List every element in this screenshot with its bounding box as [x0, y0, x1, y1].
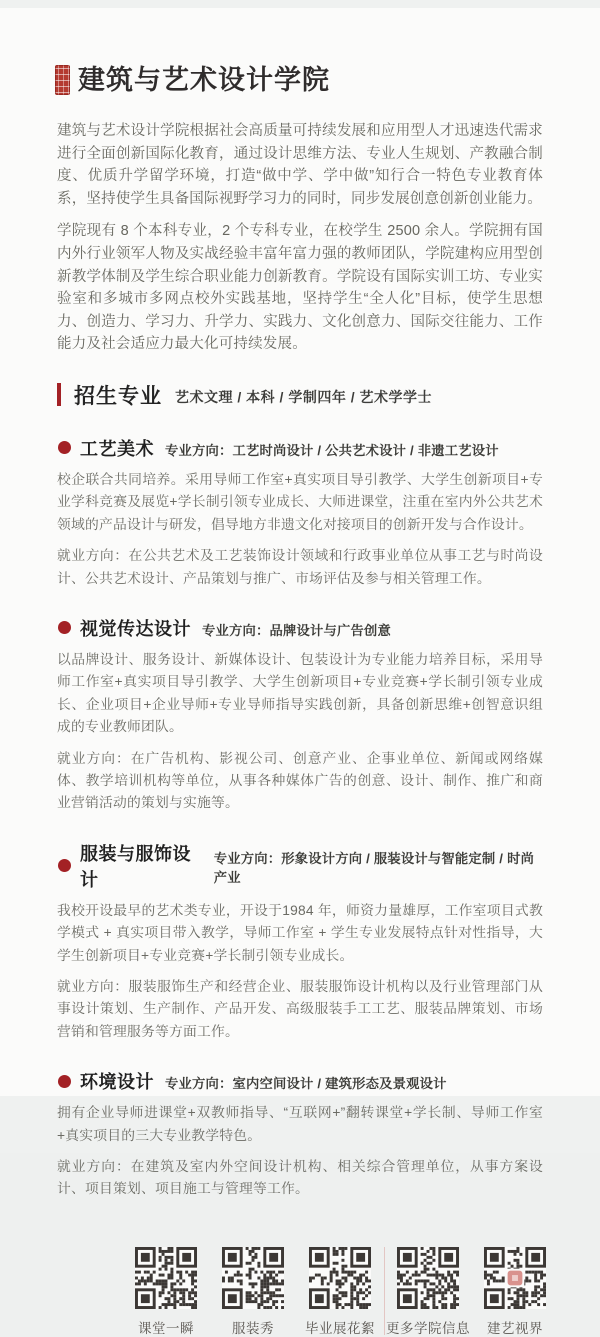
direction-label: 专业方向：: [165, 442, 233, 458]
intro-paragraph-2: 学院现有 8 个本科专业，2 个专科专业，在校学生 2500 余人。学院拥有国内外行业领军人物及实战经验丰富年富力强的教师团队，学院建构应用型创新教学体制及学生综合职业能力创新教育。学院设有国际实训工坊、专业实验室和多城市多网点校外实践基地，坚持学生“全人化”目标，使学生思想力、创造力、学习力、升学力、实践力、文化创意力、国际交往能力、工作能力及社会适应力最大化可持续发展。: [57, 223, 543, 353]
direction-label: 专业方向：: [213, 851, 282, 867]
direction-label: 专业方向：: [202, 622, 270, 638]
qr-item-more-info: [386, 1247, 470, 1337]
major-direction: [202, 617, 391, 639]
direction-value: 工艺时尚设计 / 公共艺术设计 / 非遗工艺设计: [232, 442, 499, 458]
major-fashion-design: [57, 840, 543, 1043]
qr-item-graduation-show: [305, 1247, 375, 1337]
qr-code-icon: [397, 1247, 459, 1309]
major-direction: [165, 1070, 447, 1092]
direction-value: 品牌设计与广告创意: [269, 622, 391, 638]
major-environment-design: [57, 1068, 543, 1201]
major-direction: [165, 437, 499, 459]
major-name: 视觉传达设计: [80, 618, 191, 639]
major-employment: 就业方向：在广告机构、影视公司、创意产业、企事业单位、新闻或网络媒体、教学培训机构等单位，从事各种媒体广告的创意、设计、制作、推广和商业营销活动的策划与实施等。: [57, 750, 543, 811]
enrollment-subtitle: 艺术文理 / 本科 / 学制四年 / 艺术学学士: [175, 388, 433, 405]
red-dot-icon: [58, 859, 71, 872]
enrollment-title: 招生专业: [74, 384, 162, 408]
page-header: [57, 64, 543, 96]
major-name: 环境设计: [80, 1072, 154, 1093]
qr-code-icon: [309, 1247, 371, 1309]
direction-value: 形象设计方向 / 服装设计与智能定制 / 时尚产业: [213, 851, 535, 886]
qr-code-icon: [135, 1247, 197, 1309]
major-visual-communication: [57, 615, 543, 815]
major-crafts-art: [57, 435, 543, 590]
red-dot-icon: [58, 1075, 71, 1088]
major-header: [57, 1068, 543, 1094]
major-description: 校企联合共同培养。采用导师工作室+真实项目导引教学、大学生创新项目+专业学科竞赛及展览+学长制引领专业成长、大师进课堂，注重在室内外公共艺术领域的产品设计与研发，倡导地方非遗文化对接项目的创新开发与合作设计。: [57, 471, 543, 532]
page-title: 建筑与艺术设计学院: [78, 65, 330, 95]
red-dot-icon: [58, 621, 71, 634]
qr-code-icon: [484, 1247, 546, 1309]
major-header: [57, 840, 543, 892]
major-direction: [214, 845, 543, 886]
qr-label: 更多学院信息: [386, 1320, 470, 1336]
intro-paragraph-1: 建筑与艺术设计学院根据社会高质量可持续发展和应用型人才迅速迭代需求进行全面创新国际化教育，通过设计思维方法、专业人生规划、产教融合制度、优质升学留学环境，打造“做中学、学中做”知行合一特色专业教育体系，坚持使学生具备国际视野学习力的同时，同步发展创意创新创业能力。: [57, 123, 543, 207]
major-header: [57, 435, 543, 461]
qr-label: 课堂一瞬: [138, 1320, 194, 1336]
red-seal-stamp-icon: [55, 65, 70, 95]
qr-code-icon: [222, 1247, 284, 1309]
major-name: 服装与服饰设计: [80, 843, 191, 890]
qr-label: 服装秀: [232, 1320, 274, 1336]
major-name: 工艺美术: [80, 438, 154, 459]
qr-item-jianyi-vision: [484, 1247, 546, 1337]
major-employment: 就业方向：服装服饰生产和经营企业、服装服饰设计机构以及行业管理部门从事设计策划、生产制作、产品开发、高级服装手工工艺、服装品牌策划、市场营销和管理服务等方面工作。: [57, 979, 543, 1039]
qr-item-fashion-show: [222, 1247, 284, 1337]
major-description: 我校开设最早的艺术类专业，开设于1984 年，师资力量雄厚，工作室项目式教学模式 + 真实项目带入教学，导师工作室 + 学生专业发展特点针对性指导，大学生创新项目+专业竞赛+学长制引领专业成长。: [57, 902, 543, 963]
enrollment-section-header: [57, 380, 543, 410]
major-employment: 就业方向：在建筑及室内外空间设计机构、相关综合管理单位，从事方案设计、项目策划、项目施工与管理等工作。: [57, 1159, 543, 1197]
red-dot-icon: [58, 441, 71, 454]
major-employment: 就业方向：在公共艺术及工艺装饰设计领域和行政事业单位从事工艺与时尚设计、公共艺术设计、产品策划与推广、市场评估及参与相关管理工作。: [57, 548, 543, 586]
qr-item-classroom: [135, 1247, 197, 1337]
major-header: [57, 615, 543, 641]
major-description: 拥有企业导师进课堂+双教师指导、“互联网+”翻转课堂+学长制、导师工作室+真实项目的三大专业教学特色。: [57, 1105, 543, 1143]
direction-label: 专业方向：: [165, 1076, 233, 1092]
vertical-divider: [384, 1247, 385, 1335]
red-bar-icon: [57, 383, 61, 406]
qr-label: 建艺视界: [487, 1320, 543, 1336]
major-description: 以品牌设计、服务设计、新媒体设计、包装设计为专业能力培养目标，采用导师工作室+真实项目导引教学、大学生创新项目+专业竞赛+学长制引领专业成长、企业项目+企业导师+专业导师指导实践创新，具备创新思维+创智意识组成的专业教师团队。: [57, 651, 543, 735]
direction-value: 室内空间设计 / 建筑形态及景观设计: [232, 1076, 447, 1092]
qr-code-row: [57, 1247, 543, 1337]
qr-label: 毕业展花絮: [305, 1320, 375, 1336]
content-card: [0, 8, 600, 1336]
